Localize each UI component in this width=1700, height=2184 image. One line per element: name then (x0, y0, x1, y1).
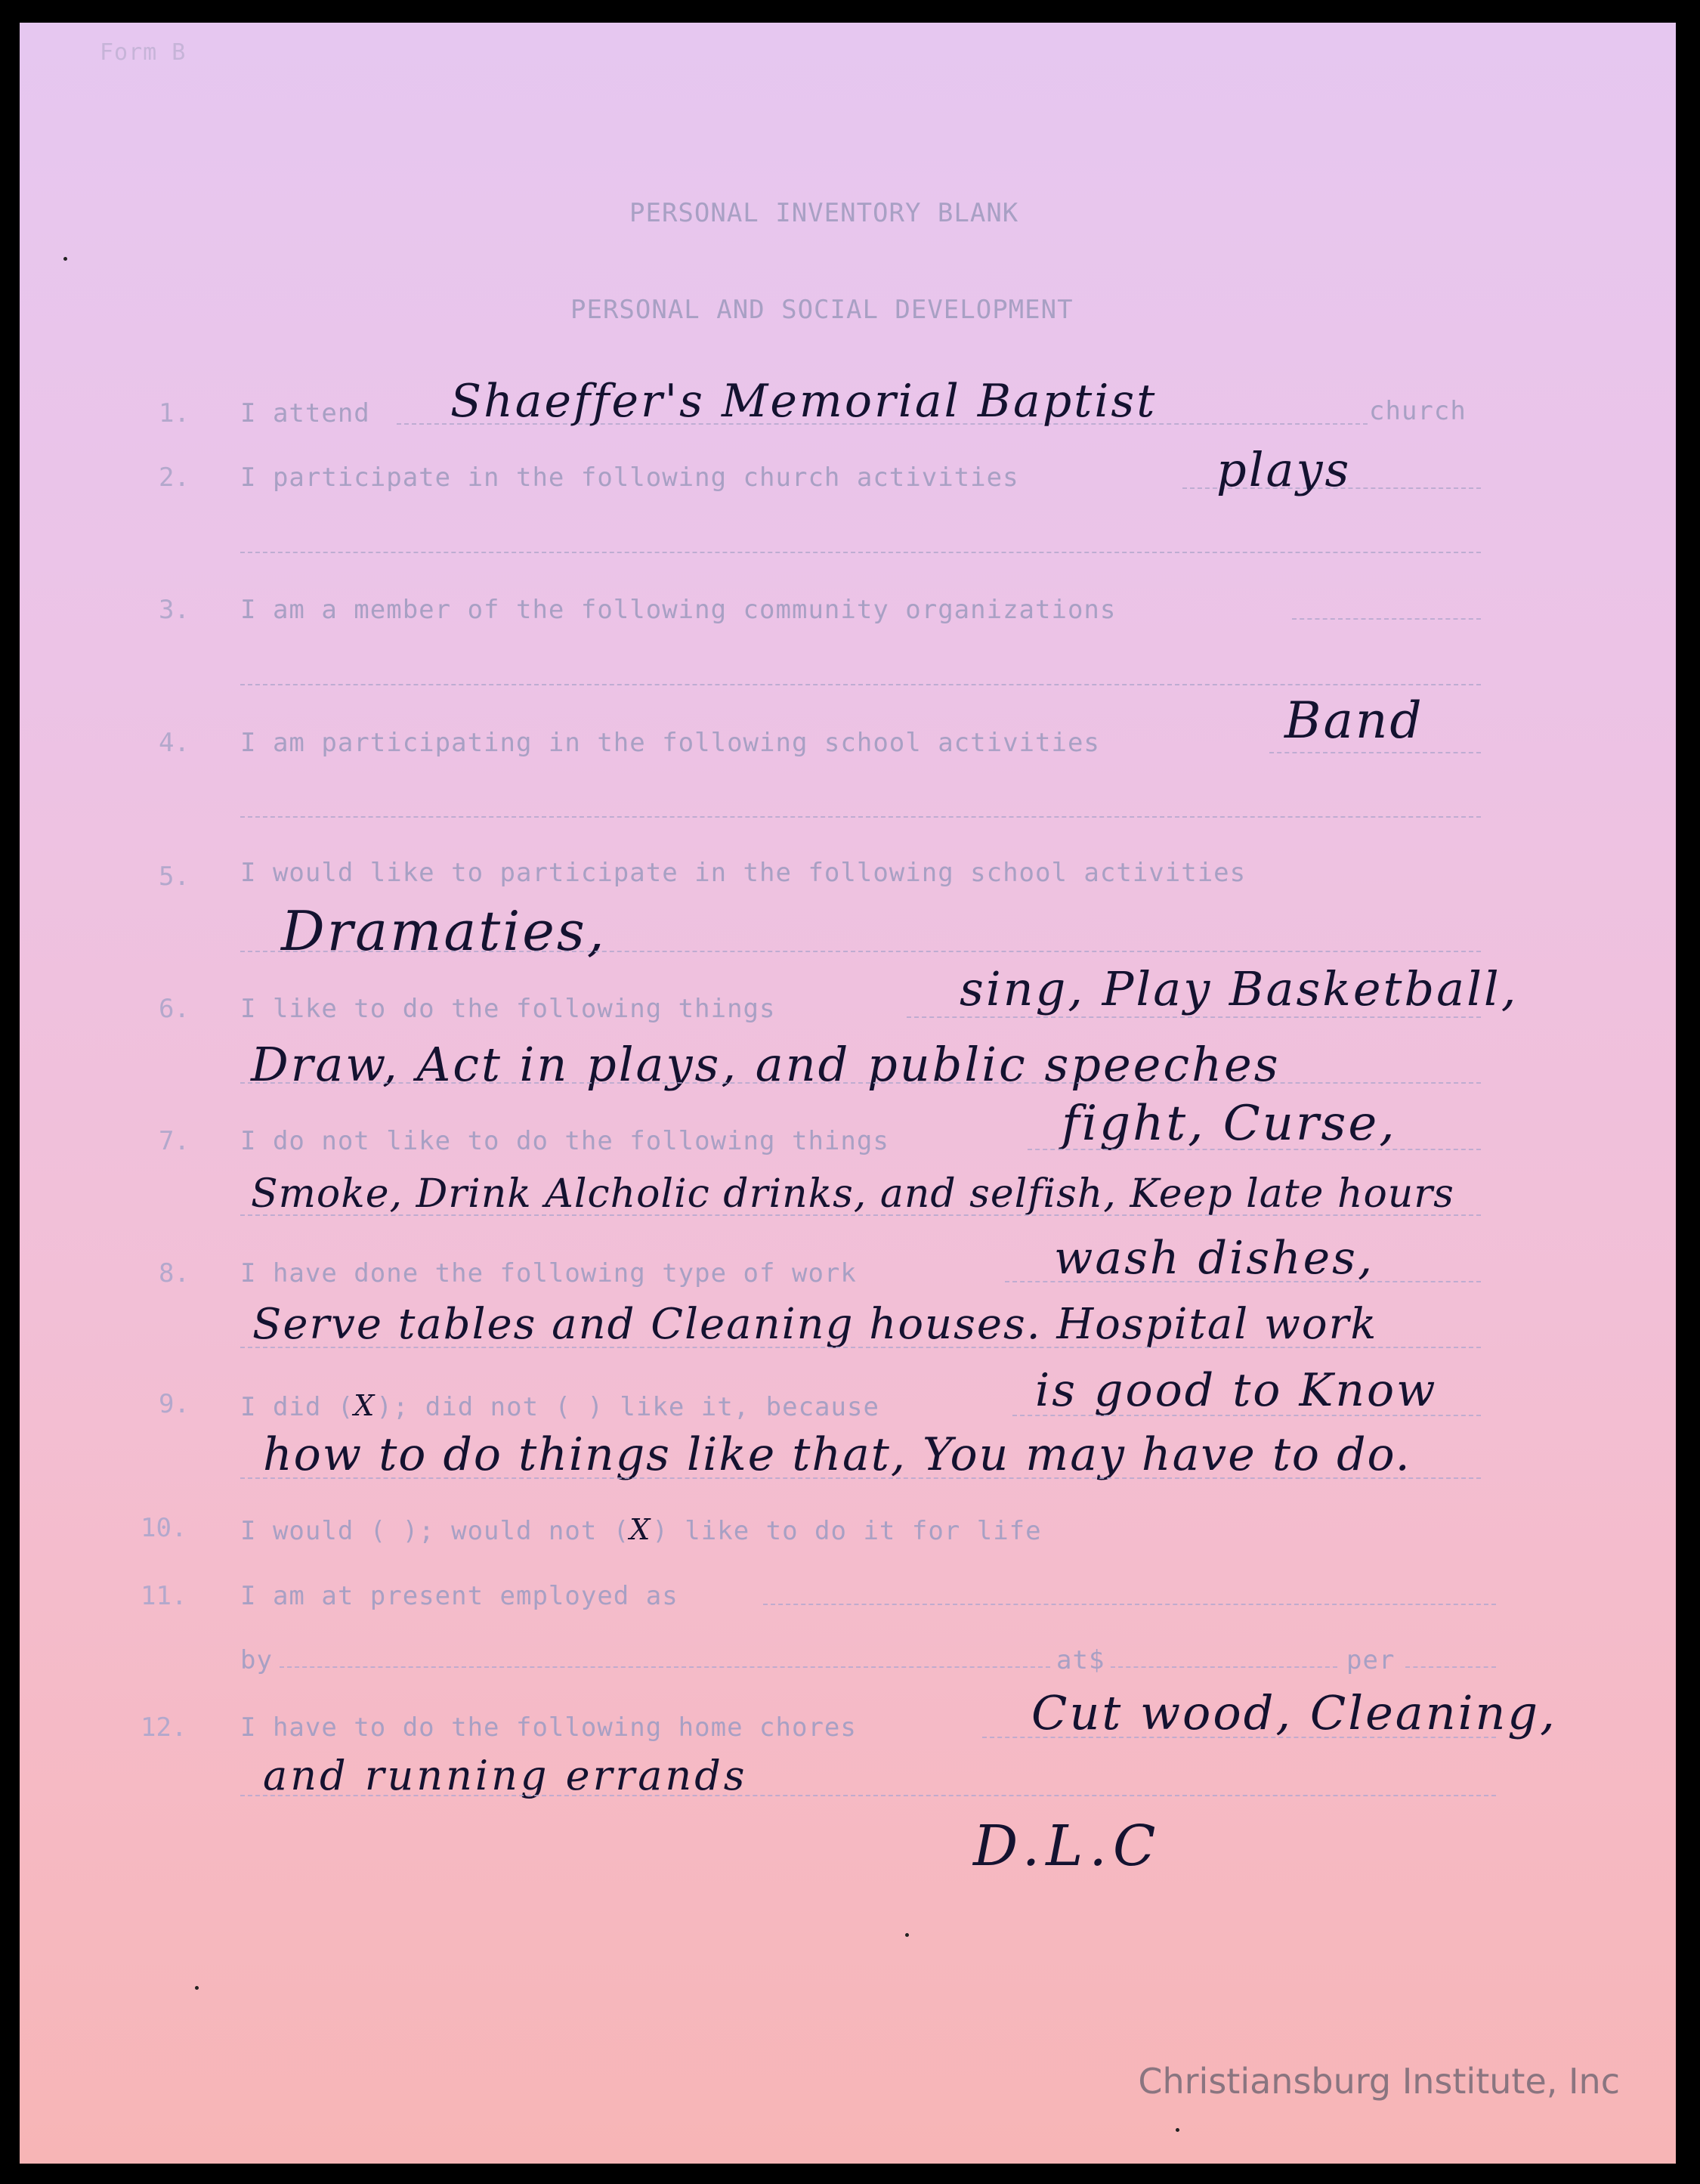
answer-line (1269, 752, 1481, 753)
item-prompt: I have done the following type of work (240, 1258, 857, 1288)
item-prompt (240, 1513, 1042, 1546)
item-number: 11. (141, 1581, 187, 1611)
handwritten-answer: sing, Play Basketball, (960, 961, 1519, 1016)
form-label: Form B (100, 39, 187, 66)
item-prompt-part: I did ( (240, 1392, 354, 1422)
item-prompt-part: ); did not ( ) like it, because (376, 1392, 879, 1422)
item-number: 8. (159, 1258, 190, 1288)
item-suffix: church (1369, 396, 1467, 426)
answer-line (763, 1604, 1496, 1605)
answer-line (1028, 1149, 1481, 1150)
answer-line (1111, 1666, 1337, 1668)
item-number: 12. (141, 1712, 187, 1743)
paper-speck (905, 1933, 909, 1937)
handwritten-answer: Serve tables and Cleaning houses. Hospital work (252, 1300, 1378, 1349)
handwritten-answer: is good to Know (1035, 1364, 1438, 1417)
item-prompt (240, 1389, 879, 1422)
pay-rate-label: at$ (1056, 1645, 1105, 1675)
item-prompt: I have to do the following home chores (240, 1712, 857, 1743)
answer-line (240, 1082, 1481, 1084)
answer-line (240, 816, 1481, 818)
check-mark: X (629, 1513, 653, 1546)
answer-line (982, 1737, 1496, 1738)
item-prompt: I am a member of the following community organizations (240, 595, 1117, 625)
item-prompt: I am participating in the following school activities (240, 728, 1100, 758)
answer-line (240, 1477, 1481, 1479)
check-mark: X (354, 1389, 377, 1422)
item-prompt-part: ) like to do it for life (652, 1516, 1042, 1546)
form-sheet (20, 23, 1676, 2164)
employed-by-label: by (240, 1645, 273, 1675)
handwritten-answer: plays (1216, 442, 1352, 497)
item-prompt: I attend (240, 398, 370, 428)
item-number: 6. (159, 994, 190, 1024)
watermark: Christiansburg Institute, Inc (1138, 2061, 1620, 2102)
handwritten-answer: Cut wood, Cleaning, (1031, 1685, 1557, 1740)
pay-period-label: per (1346, 1645, 1396, 1675)
answer-line (1292, 618, 1481, 620)
handwritten-answer: Band (1284, 691, 1424, 750)
item-prompt: I am at present employed as (240, 1581, 678, 1611)
answer-line (240, 1347, 1481, 1348)
handwritten-answer: Shaeffer's Memorial Baptist (450, 375, 1158, 428)
item-prompt: I participate in the following church activities (240, 462, 1019, 493)
item-prompt: I do not like to do the following things (240, 1126, 889, 1156)
handwritten-answer: how to do things like that, You may have to do. (263, 1428, 1411, 1481)
item-number: 2. (159, 462, 190, 493)
item-number: 1. (159, 398, 190, 428)
paper-speck (1176, 2128, 1179, 2132)
item-number: 7. (159, 1126, 190, 1156)
answer-line (240, 1214, 1481, 1216)
answer-line (1405, 1666, 1496, 1668)
handwritten-answer: Dramaties, (281, 899, 607, 963)
signature: D.L.C (973, 1814, 1162, 1879)
item-number: 5. (159, 862, 190, 892)
answer-line (280, 1666, 1050, 1668)
item-prompt: I like to do the following things (240, 994, 776, 1024)
item-prompt-part: I would ( ); would not ( (240, 1516, 630, 1546)
paper-speck (63, 257, 67, 261)
paper-speck (195, 1986, 199, 1990)
handwritten-answer: wash dishes, (1054, 1232, 1375, 1285)
item-number: 10. (141, 1513, 187, 1543)
item-number: 4. (159, 728, 190, 758)
handwritten-answer: Smoke, Drink Alcholic drinks, and selfish, Keep late hours (251, 1171, 1454, 1217)
handwritten-answer: fight, Curse, (1062, 1096, 1397, 1152)
form-title: PERSONAL INVENTORY BLANK (629, 198, 1019, 228)
answer-line (240, 1795, 1496, 1796)
answer-line (907, 1016, 1481, 1018)
item-number: 3. (159, 595, 190, 625)
handwritten-answer: and running errands (263, 1752, 748, 1799)
handwritten-answer: Draw, Act in plays, and public speeches (251, 1037, 1281, 1092)
answer-line (1005, 1281, 1481, 1282)
form-subtitle: PERSONAL AND SOCIAL DEVELOPMENT (570, 295, 1074, 325)
answer-line (1012, 1415, 1481, 1416)
item-prompt: I would like to participate in the following school activities (240, 858, 1247, 888)
item-number: 9. (159, 1389, 190, 1419)
answer-line (240, 552, 1481, 553)
answer-line (240, 951, 1481, 952)
answer-line (240, 684, 1481, 685)
